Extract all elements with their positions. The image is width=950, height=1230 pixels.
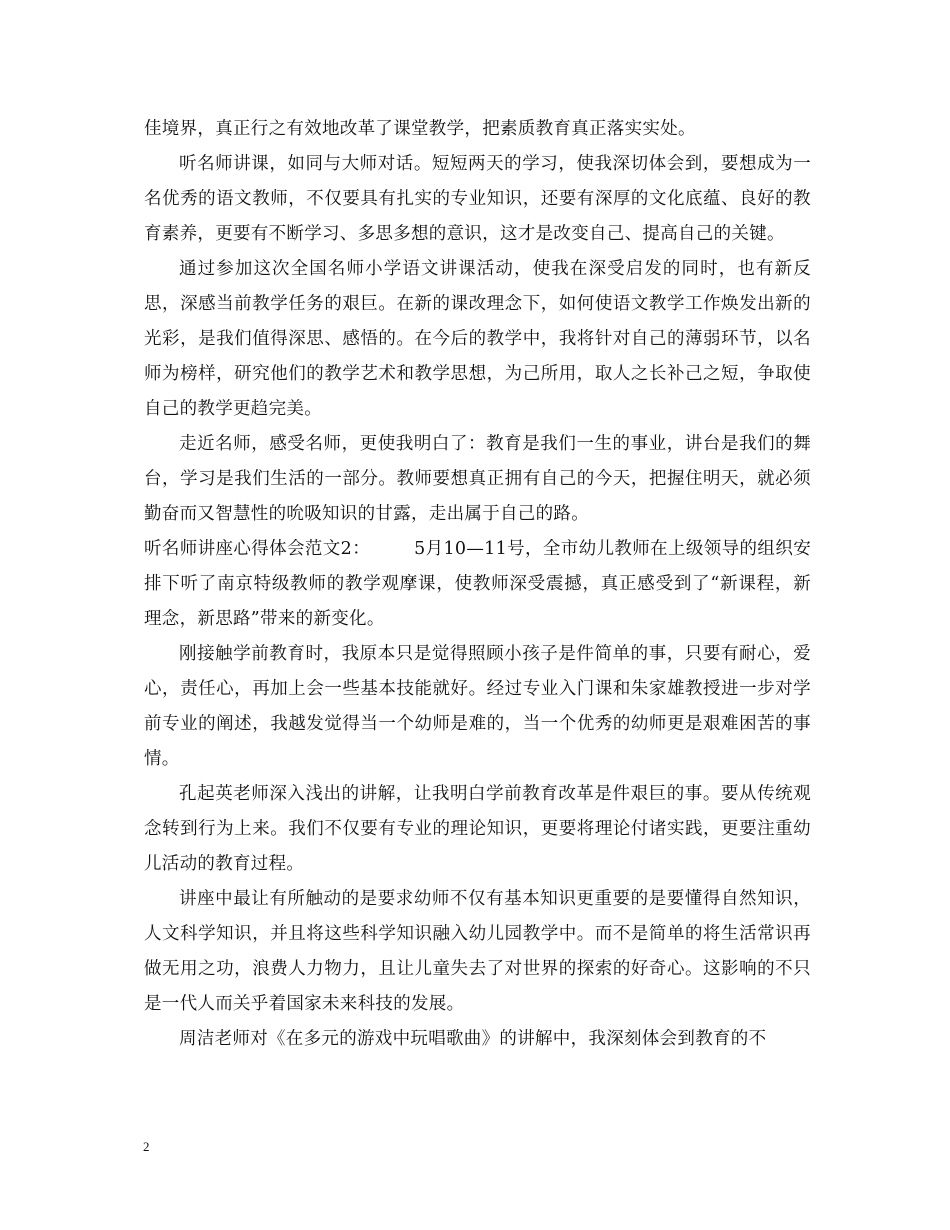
paragraph-5-text: 5月10—11号，全市幼儿教师在上级领导的组织安排下听了南京特级教师的教学观摩课，使教师深受震撼，真正感受到了“新课程，新理念，新思路”带来的新变化。 [144, 539, 811, 629]
page-number: 2 [143, 1139, 150, 1154]
paragraph-2: 听名师讲课，如同与大师对话。短短两天的学习，使我深切体会到，要想成为一名优秀的语文教师，不仅要具有扎实的专业知识，还要有深厚的文化底蕴、良好的教育素养，更要有不断学习、多思多想的意识，这才是改变自己、提高自己的关键。 [144, 154, 811, 244]
paragraph-5 [144, 532, 811, 637]
section-heading: 听名师讲座心得体会范文2： [144, 539, 371, 559]
paragraph-8: 讲座中最让有所触动的是要求幼师不仅有基本知识更重要的是要懂得自然知识，人文科学知识，并且将这些科学知识融入幼儿园教学中。而不是简单的将生活常识再做无用之功，浪费人力物力，且让儿童失去了对世界的探索的好奇心。这影响的不只是一代人而关乎着国家未来科技的发展。 [144, 889, 811, 1014]
paragraph-4: 走近名师，感受名师，更使我明白了：教育是我们一生的事业，讲台是我们的舞台，学习是我们生活的一部分。教师要想真正拥有自己的今天，把握住明天，就必须勤奋而又智慧性的吮吸知识的甘露，走出属于自己的路。 [144, 434, 811, 524]
paragraph-7: 孔起英老师深入浅出的讲解，让我明白学前教育改革是件艰巨的事。要从传统观念转到行为上来。我们不仅要有专业的理论知识，更要将理论付诸实践，更要注重幼儿活动的教育过程。 [144, 784, 811, 874]
paragraph-1: 佳境界，真正行之有效地改革了课堂教学，把素质教育真正落实实处。 [144, 119, 696, 139]
document-body [144, 112, 811, 1057]
paragraph-9: 周洁老师对《在多元的游戏中玩唱歌曲》的讲解中，我深刻体会到教育的不 [179, 1029, 767, 1049]
paragraph-3: 通过参加这次全国名师小学语文讲课活动，使我在深受启发的同时，也有新反思，深感当前教学任务的艰巨。在新的课改理念下，如何使语文教学工作焕发出新的光彩，是我们值得深思、感悟的。在今后的教学中，我将针对自己的薄弱环节，以名师为榜样，研究他们的教学艺术和教学思想，为己所用，取人之长补己之短，争取使自己的教学更趋完美。 [144, 259, 811, 419]
paragraph-6: 刚接触学前教育时，我原本只是觉得照顾小孩子是件简单的事，只要有耐心，爱心，责任心，再加上会一些基本技能就好。经过专业入门课和朱家雄教授进一步对学前专业的阐述，我越发觉得当一个幼师是难的，当一个优秀的幼师更是艰难困苦的事情。 [144, 644, 811, 769]
